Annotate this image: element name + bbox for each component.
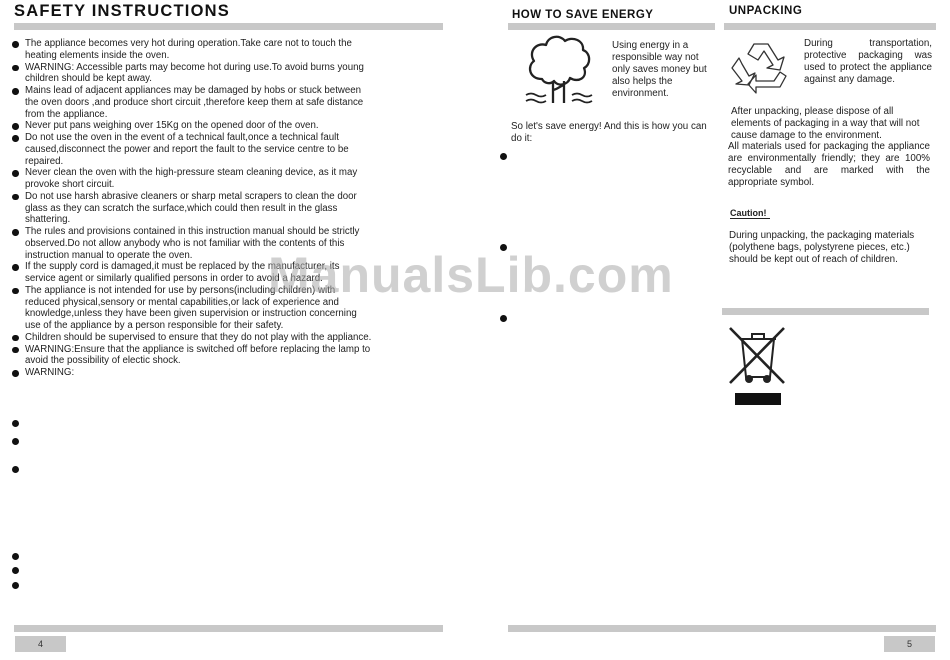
title-rule: [508, 23, 715, 30]
empty-bullet: [12, 582, 19, 589]
list-item: Do not use harsh abrasive cleaners or sharp metal scrapers to clean the door glass as they can scratch the surface,which could then result in the glass shattering.: [12, 191, 372, 226]
list-item: The rules and provisions contained in this instruction manual should be strictly observed.Do not allow anybody who is not familiar with the contents of this instruction manual to operate the oven.: [12, 226, 372, 261]
tree-icon: [520, 33, 600, 107]
crossed-bin-icon: [728, 325, 788, 407]
unpacking-title: UNPACKING: [729, 5, 803, 17]
watermark: ManualsLib.com: [268, 247, 674, 303]
empty-bullet: [12, 553, 19, 560]
empty-bullet: [500, 315, 507, 322]
caution-text: During unpacking, the packaging materials (polythene bags, polystyrene pieces, etc.) should be kept out of reach of children.: [729, 230, 915, 265]
list-item: WARNING: Accessible parts may become hot during use.To avoid burns young children should be kept away.: [12, 62, 372, 86]
empty-bullet: [12, 466, 19, 473]
list-item: Never clean the oven with the high-pressure steam cleaning device, as it may provoke short circuit.: [12, 167, 372, 191]
section-rule: [722, 308, 929, 315]
title-rule: [14, 23, 443, 30]
list-item: Never put pans weighing over 15Kg on the opened door of the oven.: [12, 120, 372, 132]
recycle-icon: [728, 38, 796, 100]
safety-list: [12, 38, 372, 379]
list-item: WARNING:Ensure that the appliance is switched off before replacing the lamp to avoid the possibility of electic shock.: [12, 344, 372, 368]
list-item: The appliance becomes very hot during operation.Take care not to touch the heating elements inside the oven.: [12, 38, 372, 62]
title-rule: [724, 23, 936, 30]
footer-rule: [508, 625, 936, 632]
unpacking-para1: During transportation, protective packaging was used to protect the appliance against any damage.: [804, 38, 932, 85]
list-item: The appliance is not intended for use by persons(including children) with reduced physical,sensory or mental capabilities,or lack of experience and knowledge,unless they have been given supervision or instruction concerning use of the appliance by a person responsible for their safety.: [12, 285, 372, 332]
footer-rule: [14, 625, 443, 632]
unpacking-para2: After unpacking, please dispose of all elements of packaging in a way that will not cause damage to the environment.: [731, 106, 920, 141]
list-item: Children should be supervised to ensure that they do not play with the appliance.: [12, 332, 372, 344]
list-item: WARNING:: [12, 367, 372, 379]
list-item: Mains lead of adjacent appliances may be damaged by hobs or stuck between the oven doors ,and produce short circuit ,therefore keep them at safe distance from the appliance.: [12, 85, 372, 120]
empty-bullet: [12, 420, 19, 427]
caution-label: Caution!: [730, 208, 770, 219]
empty-bullet: [12, 567, 19, 574]
list-item: If the supply cord is damaged,it must be replaced by the manufacturer, its service agent or similarly qualified persons in order to avoid a hazard.: [12, 261, 372, 285]
unpacking-para3: All materials used for packaging the appliance are environmentally friendly; they are 100% recyclable and are marked with the appropriate symbol.: [728, 141, 930, 188]
empty-bullet: [12, 438, 19, 445]
page-number: 4: [15, 636, 66, 652]
energy-lead: So let's save energy! And this is how you can do it:: [511, 121, 707, 144]
list-item: Do not use the oven in the event of a technical fault,once a technical fault caused,disconnect the power and report the fault to the service centre to be repaired.: [12, 132, 372, 167]
page-number: 5: [884, 636, 935, 652]
energy-title: HOW TO SAVE ENERGY: [512, 9, 654, 21]
empty-bullet: [500, 153, 507, 160]
energy-intro: Using energy in a responsible way not only saves money but also helps the environment.: [612, 40, 707, 99]
safety-title: SAFETY INSTRUCTIONS: [14, 2, 230, 20]
